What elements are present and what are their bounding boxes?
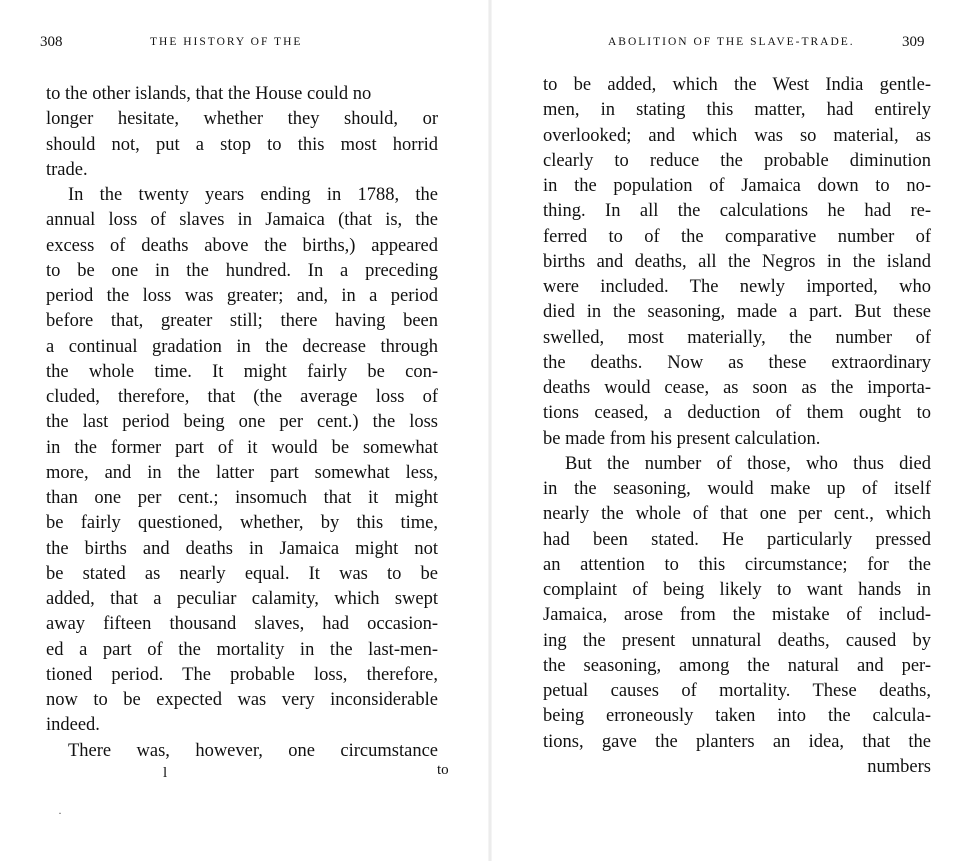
text-line: indeed. [46, 715, 100, 736]
text-line: There was, however, one circumstance [68, 740, 438, 761]
text-line: nearly the whole of that one per cent., which [543, 504, 931, 525]
text-line: more, and in the latter part somewhat less, [46, 462, 438, 483]
text-line: to be one in the hundred. In a preceding [46, 260, 438, 281]
text-line: were included. The newly imported, who [543, 277, 931, 297]
text-line: numbers [867, 756, 931, 777]
text-line: deaths would cease, as soon as the importa- [543, 378, 931, 398]
text-line: the seasoning, among the natural and per- [543, 655, 931, 676]
text-line: the births and deaths in Jamaica might not [46, 538, 438, 559]
text-line: In the twenty years ending in 1788, the [68, 185, 438, 205]
text-line: petual causes of mortality. These deaths, [543, 681, 931, 701]
text-line: cluded, therefore, that (the average loss of [46, 387, 438, 407]
text-line: the last period being one per cent.) the loss [46, 412, 438, 433]
text-line: being erroneously taken into the calcula- [543, 706, 931, 727]
text-line: in the former part of it would be somewhat [46, 437, 438, 458]
running-head: THE HISTORY OF THE [150, 36, 303, 48]
text-line: trade. [46, 159, 88, 180]
text-line: longer hesitate, whether they should, or [46, 109, 438, 130]
text-line: away fifteen thousand slaves, had occasion- [46, 614, 438, 635]
text-line: a continual gradation in the decrease through [46, 336, 438, 357]
text-line: clearly to reduce the probable diminution [543, 150, 931, 171]
text-line: the deaths. Now as these extraordinary [543, 352, 931, 373]
text-line: be fairly questioned, whether, by this time, [46, 513, 438, 534]
text-line: tions ceased, a deduction of them ought to [543, 403, 931, 424]
text-line: complaint of being likely to want hands in [543, 580, 931, 600]
text-line: the whole time. It might fairly be con- [46, 361, 438, 382]
text-line: be stated as nearly equal. It was to be [46, 563, 438, 584]
text-line: in the seasoning, would make up of itself [543, 479, 931, 499]
page-number: 308 [40, 34, 63, 50]
text-line: to the other islands, that the House could no [46, 84, 372, 104]
text-line: births and deaths, all the Negros in the island [543, 251, 931, 272]
signature-mark: l [163, 765, 168, 781]
text-line: should not, put a stop to this most horrid [46, 134, 438, 155]
text-line: ferred to of the comparative number of [543, 226, 931, 247]
text-line: now to be expected was very inconsiderable [46, 690, 438, 710]
text-line: Jamaica, arose from the mistake of includ- [543, 605, 931, 626]
text-line: thing. In all the calculations he had re- [543, 201, 931, 222]
text-line: overlooked; and which was so material, as [543, 125, 931, 146]
text-line: annual loss of slaves in Jamaica (that is, the [46, 210, 438, 231]
text-line: tions, gave the planters an idea, that the [543, 731, 931, 752]
text-line: than one per cent.; insomuch that it might [46, 488, 438, 508]
text-line: ing the present unnatural deaths, caused by [543, 630, 931, 651]
print-speck: · [58, 806, 62, 820]
text-line: be made from his present calculation. [543, 428, 821, 449]
running-head: ABOLITION OF THE SLAVE-TRADE. [608, 36, 855, 48]
text-line: before that, greater still; there having been [46, 311, 438, 332]
text-line: But the number of those, who thus died [565, 453, 931, 474]
text-line: added, that a peculiar calamity, which swept [46, 589, 438, 609]
text-line: men, in stating this matter, had entirely [543, 100, 931, 121]
text-line: had been stated. He particularly pressed [543, 529, 931, 550]
text-line: to be added, which the West India gentle- [543, 75, 931, 95]
text-line: period the loss was greater; and, in a period [46, 286, 438, 306]
text-line: ed a part of the mortality in the last-men- [46, 639, 438, 660]
catchword: to [437, 762, 449, 778]
text-line: an attention to this circumstance; for the [543, 554, 931, 575]
body-text [46, 82, 438, 764]
right-page [490, 0, 980, 861]
text-line: in the population of Jamaica down to no- [543, 176, 931, 196]
text-line: tioned period. The probable loss, therefore, [46, 664, 438, 685]
page-number: 309 [902, 34, 925, 50]
text-line: swelled, most materially, the number of [543, 327, 931, 348]
body-text [543, 73, 931, 780]
text-line: excess of deaths above the births,) appeared [46, 235, 438, 256]
text-line: died in the seasoning, made a part. But these [543, 302, 931, 323]
